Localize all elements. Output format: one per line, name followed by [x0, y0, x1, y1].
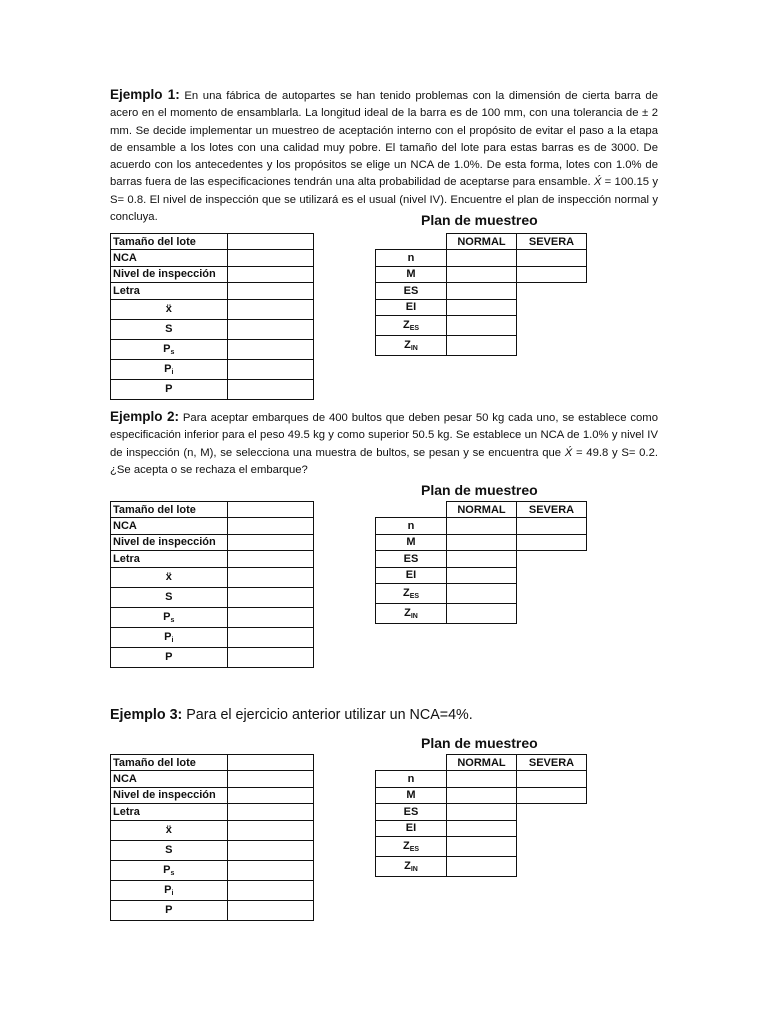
answer-cell[interactable] [517, 266, 587, 282]
table-row [376, 502, 587, 518]
row-label: P [111, 647, 228, 667]
row-label: ES [376, 551, 447, 567]
plan-table-3 [375, 754, 587, 877]
answer-cell[interactable] [227, 755, 313, 771]
answer-cell[interactable] [447, 283, 517, 299]
row-label: NCA [111, 518, 228, 534]
row-label: Nivel de inspección [111, 534, 228, 550]
answer-cell[interactable] [447, 856, 517, 876]
table-row [376, 804, 587, 820]
table-row [111, 804, 314, 820]
zes-label: $Z_{ES}$ [376, 836, 447, 856]
table-row [376, 551, 587, 567]
plan-title-3: Plan de muestreo [421, 735, 538, 751]
table-row [111, 359, 314, 379]
row-label: P [111, 900, 228, 920]
example-3-text: Para el ejercicio anterior utilizar un NCA=4%. [182, 707, 473, 723]
table-row [111, 771, 314, 787]
plan-title-2: Plan de muestreo [421, 482, 538, 498]
table-row [111, 567, 314, 587]
answer-cell[interactable] [227, 567, 313, 587]
table-row [111, 627, 314, 647]
table-row [111, 339, 314, 359]
answer-cell[interactable] [447, 315, 517, 335]
answer-cell[interactable] [227, 379, 313, 399]
ps-label: $P_s$ [111, 339, 228, 359]
table-row [111, 880, 314, 900]
table-row [111, 250, 314, 266]
row-label: P [111, 379, 228, 399]
row-label: Tamaño del lote [111, 502, 228, 518]
zes-label: $Z_{ES}$ [376, 583, 447, 603]
answer-cell[interactable] [227, 840, 313, 860]
lot-table-3 [110, 754, 314, 921]
answer-cell[interactable] [447, 820, 517, 836]
table-row [111, 551, 314, 567]
row-label: EI [376, 820, 447, 836]
row-label: ES [376, 283, 447, 299]
table-row [376, 234, 587, 250]
answer-cell[interactable] [447, 551, 517, 567]
xbar-symbol: X́ [593, 176, 602, 189]
column-header: NORMAL [447, 234, 517, 250]
example-3-title: Ejemplo 3: [110, 707, 183, 723]
table-row [376, 856, 587, 876]
row-label: n [376, 250, 447, 266]
answer-cell[interactable] [227, 359, 313, 379]
table-row [111, 299, 314, 319]
answer-cell[interactable] [447, 771, 517, 787]
answer-cell[interactable] [227, 860, 313, 880]
answer-cell[interactable] [227, 647, 313, 667]
answer-cell[interactable] [447, 787, 517, 803]
table-row [376, 283, 587, 299]
lot-table-1 [110, 233, 314, 400]
answer-cell[interactable] [447, 518, 517, 534]
row-label: Letra [111, 551, 228, 567]
example-1-paragraph [110, 86, 658, 226]
xbar-label: ẍ [111, 299, 228, 319]
table-row [376, 820, 587, 836]
table-row [376, 771, 587, 787]
answer-cell[interactable] [447, 836, 517, 856]
pi-label: $P_i$ [111, 880, 228, 900]
zes-label: $Z_{ES}$ [376, 315, 447, 335]
zin-label: $Z_{IN}$ [376, 335, 447, 355]
table-row [111, 820, 314, 840]
table-row [376, 836, 587, 856]
xbar-label: ẍ [111, 820, 228, 840]
ps-label: $P_s$ [111, 860, 228, 880]
row-label: S [111, 587, 228, 607]
answer-cell[interactable] [227, 587, 313, 607]
table-row [376, 518, 587, 534]
answer-cell[interactable] [447, 583, 517, 603]
example-1-title: Ejemplo 1: [110, 87, 180, 102]
xbar-label: ẍ [111, 567, 228, 587]
row-label: S [111, 840, 228, 860]
answer-cell[interactable] [447, 250, 517, 266]
answer-cell[interactable] [517, 771, 587, 787]
answer-cell[interactable] [447, 335, 517, 355]
answer-cell[interactable] [517, 534, 587, 550]
table-row [376, 250, 587, 266]
pi-label: $P_i$ [111, 627, 228, 647]
column-header: NORMAL [447, 755, 517, 771]
answer-cell[interactable] [227, 787, 313, 803]
example-2-title: Ejemplo 2: [110, 409, 179, 424]
answer-cell[interactable] [227, 283, 313, 299]
column-header: SEVERA [517, 234, 587, 250]
table-row [376, 534, 587, 550]
answer-cell[interactable] [227, 627, 313, 647]
row-label: Nivel de inspección [111, 787, 228, 803]
answer-cell[interactable] [227, 880, 313, 900]
example-1-text-end: = 100.15 y S= 0.8. El nivel de inspección que se utilizará es el usual (nivel IV). Encuentre el plan de inspección normal y concluya. [110, 176, 658, 224]
table-row [111, 283, 314, 299]
table-row [111, 860, 314, 880]
row-label: M [376, 266, 447, 282]
zin-label: $Z_{IN}$ [376, 603, 447, 623]
answer-cell[interactable] [227, 234, 313, 250]
row-label: M [376, 534, 447, 550]
row-label: ES [376, 804, 447, 820]
row-label: NCA [111, 250, 228, 266]
row-label: S [111, 319, 228, 339]
example-2-text-end: = 49.8 y S= 0.2. ¿Se acepta o se rechaza el embarque? [110, 446, 658, 476]
answer-cell[interactable] [227, 299, 313, 319]
row-label: n [376, 518, 447, 534]
example-1-text: En una fábrica de autopartes se han tenido problemas con la dimensión de cierta barra de acero en el momento de ensamblarla. La longitud ideal de la barra es de 100 mm, con una tolerancia de ± 2 mm. Se decide implementar un muestreo de aceptación interno con el propósito de evitar el paso a la etapa de ensamble a los lotes con una calidad muy pobre. El tamaño del lote para estas barras es de 3000. De acuerdo con los antecedentes y los propósitos se elige un NCA de 1.0%. De esta forma, lotes con 1.0% de barras fuera de las especificaciones tendrán una alta probabilidad de aceptarse para ensamble. [110, 90, 658, 189]
answer-cell[interactable] [227, 339, 313, 359]
xbar-symbol: X́ [564, 446, 573, 459]
table-row [376, 603, 587, 623]
table-row [111, 518, 314, 534]
answer-cell[interactable] [227, 518, 313, 534]
table-row [376, 583, 587, 603]
table-row [376, 335, 587, 355]
row-label: EI [376, 299, 447, 315]
table-row [111, 900, 314, 920]
table-row [111, 234, 314, 250]
table-row [111, 840, 314, 860]
answer-cell[interactable] [447, 804, 517, 820]
answer-cell[interactable] [517, 518, 587, 534]
answer-cell[interactable] [447, 266, 517, 282]
answer-cell[interactable] [447, 567, 517, 583]
answer-cell[interactable] [447, 603, 517, 623]
answer-cell[interactable] [227, 266, 313, 282]
row-label: Tamaño del lote [111, 234, 228, 250]
column-header: SEVERA [517, 502, 587, 518]
table-row [111, 647, 314, 667]
table-row [111, 587, 314, 607]
zin-label: $Z_{IN}$ [376, 856, 447, 876]
table-row [376, 567, 587, 583]
table-row [111, 787, 314, 803]
ps-label: $P_s$ [111, 607, 228, 627]
example-2-paragraph [110, 408, 658, 479]
row-label: Letra [111, 283, 228, 299]
table-row [376, 315, 587, 335]
table-row [111, 607, 314, 627]
answer-cell[interactable] [517, 787, 587, 803]
column-header: NORMAL [447, 502, 517, 518]
table-row [111, 319, 314, 339]
plan-table-1 [375, 233, 587, 356]
answer-cell[interactable] [227, 804, 313, 820]
answer-cell[interactable] [227, 771, 313, 787]
answer-cell[interactable] [227, 250, 313, 266]
lot-table-2 [110, 501, 314, 668]
answer-cell[interactable] [517, 250, 587, 266]
table-row [111, 379, 314, 399]
answer-cell[interactable] [227, 319, 313, 339]
table-row [111, 502, 314, 518]
answer-cell[interactable] [227, 502, 313, 518]
answer-cell[interactable] [227, 820, 313, 840]
example-2-text: Para aceptar embarques de 400 bultos que deben pesar 50 kg cada uno, se establece como especificación inferior para el peso 49.5 kg y como superior 50.5 kg. Se establece un NCA de 1.0% y nivel IV de inspección (n, M), se selecciona una muestra de bultos, se pesan y se encuentra que [110, 412, 658, 459]
table-row [111, 266, 314, 282]
row-label: NCA [111, 771, 228, 787]
column-header: SEVERA [517, 755, 587, 771]
plan-title-1: Plan de muestreo [421, 212, 538, 228]
answer-cell[interactable] [447, 534, 517, 550]
row-label: Tamaño del lote [111, 755, 228, 771]
answer-cell[interactable] [447, 299, 517, 315]
table-row [376, 755, 587, 771]
row-label: M [376, 787, 447, 803]
answer-cell[interactable] [227, 551, 313, 567]
pi-label: $P_i$ [111, 359, 228, 379]
table-row [111, 534, 314, 550]
row-label: Letra [111, 804, 228, 820]
table-row [376, 299, 587, 315]
row-label: EI [376, 567, 447, 583]
answer-cell[interactable] [227, 900, 313, 920]
table-row [376, 787, 587, 803]
plan-table-2 [375, 501, 587, 624]
table-row [111, 755, 314, 771]
example-3-paragraph [110, 707, 473, 723]
row-label: n [376, 771, 447, 787]
row-label: Nivel de inspección [111, 266, 228, 282]
table-row [376, 266, 587, 282]
answer-cell[interactable] [227, 534, 313, 550]
answer-cell[interactable] [227, 607, 313, 627]
